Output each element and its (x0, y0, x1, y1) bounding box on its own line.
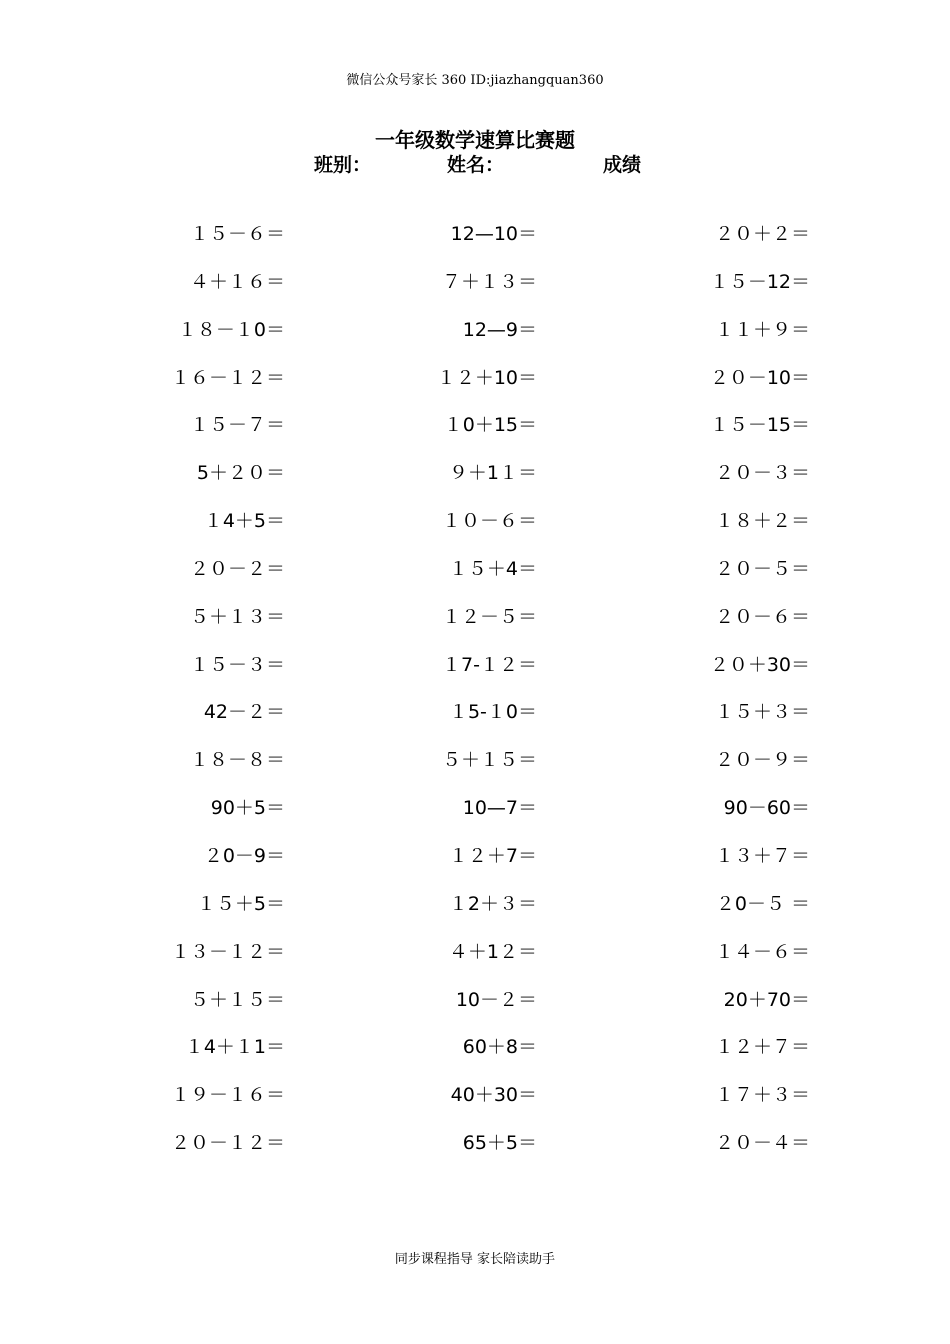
problem: １８－１0＝ (177, 318, 285, 341)
problem-row (0, 844, 950, 892)
problem-row (0, 605, 950, 653)
problem: １4＋１1＝ (184, 1036, 285, 1059)
problem-row (0, 270, 950, 318)
problem: １３＋７＝ (714, 844, 810, 867)
problem: １４－６＝ (714, 940, 810, 963)
problem: ５＋１５＝ (189, 988, 285, 1011)
problem: １５＋4＝ (448, 557, 537, 580)
problem: 90－60＝ (723, 797, 810, 820)
student-info-line (0, 150, 950, 176)
problem: １4＋5＝ (203, 510, 285, 533)
problem: 10－２＝ (455, 988, 537, 1011)
problem-row (0, 1083, 950, 1131)
problem: 12—10＝ (450, 223, 537, 245)
problem: １２＋７＝ (714, 1036, 810, 1059)
problem-row (0, 1131, 950, 1179)
problem-row (0, 940, 950, 988)
name-label: 姓名： (447, 154, 505, 176)
worksheet-title: 一年级数学速算比赛题 (375, 128, 575, 152)
problem: 60＋8＝ (462, 1036, 537, 1059)
problem-row (0, 318, 950, 366)
problem-row (0, 461, 950, 509)
problem: ２０－９＝ (714, 749, 810, 772)
problem-row (0, 653, 950, 701)
problem-row (0, 1035, 950, 1083)
problem: ２０－６＝ (714, 605, 810, 628)
problem: １7-１２＝ (442, 653, 537, 676)
problem-row (0, 222, 950, 270)
problem: ２０＋２＝ (714, 223, 810, 245)
problem: 40＋30＝ (450, 1084, 537, 1107)
problem: １0＋15＝ (443, 414, 537, 437)
problem-row (0, 700, 950, 748)
problem: １５－３＝ (189, 653, 285, 676)
problem-row (0, 796, 950, 844)
problem: ２0－9＝ (203, 844, 285, 867)
problem: ４＋1２＝ (448, 940, 537, 963)
problem: ２０－１２＝ (170, 1132, 285, 1155)
problem: １５－12＝ (709, 270, 810, 293)
problem: １５＋３＝ (714, 701, 810, 724)
problem: １２＋10＝ (436, 366, 537, 389)
problem-row (0, 988, 950, 1036)
problem: １５－６＝ (189, 223, 285, 245)
problem-row (0, 366, 950, 414)
problem: 65＋5＝ (462, 1132, 537, 1155)
problem: ２0－５ ＝ (715, 892, 810, 915)
problem: １３－１２＝ (170, 940, 285, 963)
problem: ７＋１３＝ (441, 270, 537, 293)
problem: １１＋９＝ (714, 318, 810, 341)
problem: １７＋３＝ (714, 1084, 810, 1107)
problem: １２＋7＝ (448, 844, 537, 867)
problem: １５＋5＝ (196, 892, 285, 915)
problem: １５－７＝ (189, 414, 285, 437)
problem: ２０－４＝ (714, 1132, 810, 1155)
problem: １2＋３＝ (448, 892, 537, 915)
problem: １２－５＝ (441, 605, 537, 628)
problem-row (0, 413, 950, 461)
problem: １６－１２＝ (170, 366, 285, 389)
problem: １5-１0＝ (448, 701, 537, 724)
problem: １８－８＝ (189, 749, 285, 772)
problem: １９－１６＝ (170, 1084, 285, 1107)
footer-note: 同步课程指导 家长陪读助手 (394, 1252, 556, 1267)
problem: ４＋１６＝ (189, 270, 285, 293)
problem: １８＋２＝ (714, 510, 810, 533)
problem: ２０＋30＝ (709, 653, 810, 676)
problem: ２０－10＝ (709, 366, 810, 389)
problem: ５＋１３＝ (189, 605, 285, 628)
problem: 10—7＝ (462, 797, 537, 820)
class-label: 班别： (314, 154, 372, 176)
problem: ２０－２＝ (189, 557, 285, 580)
problem: １０－６＝ (441, 510, 537, 533)
problem-row (0, 748, 950, 796)
problem: ２０－３＝ (714, 462, 810, 485)
problem: ９＋1１＝ (448, 462, 537, 485)
problem: 12—9＝ (462, 318, 537, 341)
problem-row (0, 557, 950, 605)
problem: 90＋5＝ (210, 797, 285, 820)
problem: ５＋１５＝ (441, 749, 537, 772)
problem-row (0, 509, 950, 557)
score-label: 成绩 (603, 154, 642, 176)
problem: 42－２＝ (203, 701, 285, 724)
problem-row (0, 892, 950, 940)
problem: ２０－５＝ (714, 557, 810, 580)
problem: 5＋２０＝ (196, 462, 285, 485)
problem-grid (0, 222, 950, 1179)
header-note: 微信公众号家长 360 ID:jiazhangquan360 (346, 73, 604, 88)
problem: １５－15＝ (709, 414, 810, 437)
problem: 20＋70＝ (723, 988, 810, 1011)
